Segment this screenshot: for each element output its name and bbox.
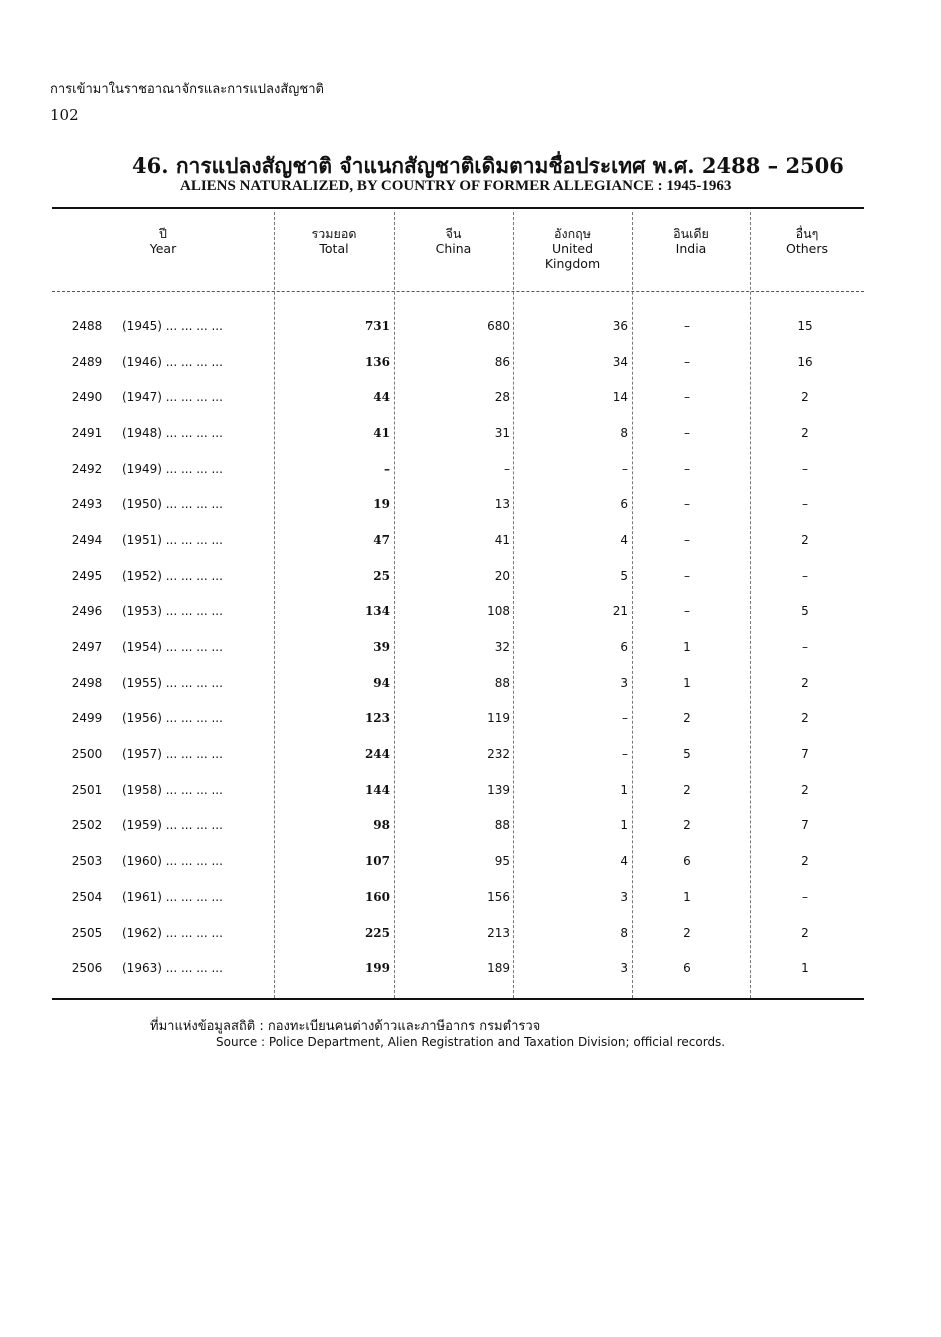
year-be-cell: 2497	[71, 640, 103, 655]
year-be-cell: 2504	[71, 889, 103, 904]
header-china	[394, 226, 513, 256]
page-number: 102	[50, 106, 79, 124]
year-be-cell: 2492	[71, 461, 103, 476]
uk-cell: 3	[620, 889, 628, 904]
china-cell: 88	[494, 675, 510, 690]
header-total	[274, 226, 394, 256]
total-cell: 123	[364, 711, 390, 726]
others-cell: 2	[801, 532, 809, 547]
others-cell: 2	[801, 425, 809, 440]
others-cell: 2	[801, 782, 809, 797]
total-cell: 136	[364, 354, 390, 369]
table-row	[52, 451, 864, 487]
table-row	[52, 629, 864, 665]
year-ad-cell: (1954) ... ... ... ...	[122, 640, 223, 655]
india-cell: 2	[683, 925, 691, 940]
others-cell: 16	[797, 354, 813, 369]
others-cell: –	[802, 889, 808, 904]
header-others-thai: อื่นๆ	[795, 226, 819, 241]
uk-cell: 21	[612, 604, 628, 619]
header-total-english: Total	[319, 241, 349, 256]
year-ad-cell: (1958) ... ... ... ...	[122, 782, 223, 797]
total-cell: 160	[364, 889, 390, 904]
year-be-cell: 2503	[71, 854, 103, 869]
india-cell: –	[684, 568, 690, 583]
year-be-cell: 2488	[71, 318, 103, 333]
total-cell: 19	[373, 497, 390, 512]
total-cell: 144	[364, 782, 390, 797]
total-cell: 94	[373, 675, 390, 690]
total-cell: 47	[373, 532, 390, 547]
others-cell: –	[802, 568, 808, 583]
running-head: การเข้ามาในราชอาณาจักรและการแปลงสัญชาติ	[50, 82, 324, 97]
year-ad-cell: (1959) ... ... ... ...	[122, 818, 223, 833]
india-cell: 6	[683, 961, 691, 976]
year-ad-cell: (1950) ... ... ... ...	[122, 497, 223, 512]
uk-cell: 6	[620, 640, 628, 655]
india-cell: 2	[683, 782, 691, 797]
header-china-english: China	[435, 241, 472, 256]
year-ad-cell: (1960) ... ... ... ...	[122, 854, 223, 869]
total-cell: 25	[373, 568, 390, 583]
china-cell: 156	[487, 889, 510, 904]
china-cell: 189	[487, 961, 510, 976]
year-be-cell: 2495	[71, 568, 103, 583]
china-cell: –	[504, 461, 510, 476]
table-row	[52, 950, 864, 986]
table-row	[52, 915, 864, 951]
header-china-thai: จีน	[445, 226, 462, 241]
table-row	[52, 701, 864, 737]
total-cell: 244	[364, 747, 390, 762]
china-cell: 232	[487, 747, 510, 762]
china-cell: 32	[494, 640, 510, 655]
india-cell: 2	[683, 711, 691, 726]
india-cell: 2	[683, 818, 691, 833]
header-others-english: Others	[785, 241, 828, 256]
source-note-english: Source : Police Department, Alien Registration and Taxation Division; official records.	[216, 1035, 726, 1049]
uk-cell: 3	[620, 675, 628, 690]
uk-cell: 14	[612, 390, 628, 405]
total-cell: 39	[373, 640, 390, 655]
others-cell: 7	[801, 818, 809, 833]
others-cell: 7	[801, 747, 809, 762]
india-cell: –	[684, 461, 690, 476]
india-cell: –	[684, 318, 690, 333]
total-cell: 199	[364, 961, 390, 976]
year-be-cell: 2490	[71, 390, 103, 405]
uk-cell: 8	[620, 425, 628, 440]
total-cell: 731	[364, 318, 390, 333]
china-cell: 680	[487, 318, 510, 333]
year-be-cell: 2494	[71, 532, 103, 547]
table-title-english: ALIENS NATURALIZED, BY COUNTRY OF FORMER ALLEGIANCE : 1945-1963	[180, 178, 732, 194]
uk-cell: –	[622, 747, 628, 762]
year-ad-cell: (1955) ... ... ... ...	[122, 675, 223, 690]
china-cell: 139	[487, 782, 510, 797]
header-uk-english-2: Kingdom	[544, 256, 601, 271]
header-total-thai: รวมยอด	[311, 226, 357, 241]
uk-cell: 4	[620, 532, 628, 547]
header-india	[632, 226, 750, 256]
india-cell: 1	[683, 675, 691, 690]
year-ad-cell: (1949) ... ... ... ...	[122, 461, 223, 476]
year-be-cell: 2493	[71, 497, 103, 512]
header-year-english: Year	[149, 241, 177, 256]
year-ad-cell: (1947) ... ... ... ...	[122, 390, 223, 405]
table-row	[52, 879, 864, 915]
china-cell: 13	[494, 497, 510, 512]
india-cell: 1	[683, 640, 691, 655]
naturalization-table	[52, 308, 864, 986]
uk-cell: 8	[620, 925, 628, 940]
year-ad-cell: (1948) ... ... ... ...	[122, 425, 223, 440]
others-cell: 2	[801, 925, 809, 940]
others-cell: –	[802, 461, 808, 476]
year-ad-cell: (1951) ... ... ... ...	[122, 532, 223, 547]
header-uk-thai: อังกฤษ	[554, 226, 591, 241]
table-title-thai: 46. การแปลงสัญชาติ จำแนกสัญชาติเดิมตามชื่อประเทศ พ.ศ. 2488 – 2506	[132, 153, 844, 178]
year-be-cell: 2502	[71, 818, 103, 833]
year-ad-cell: (1961) ... ... ... ...	[122, 889, 223, 904]
year-be-cell: 2501	[71, 782, 103, 797]
year-ad-cell: (1957) ... ... ... ...	[122, 747, 223, 762]
year-be-cell: 2489	[71, 354, 103, 369]
china-cell: 86	[494, 354, 510, 369]
india-cell: –	[684, 354, 690, 369]
china-cell: 95	[494, 854, 510, 869]
table-row	[52, 808, 864, 844]
india-cell: –	[684, 425, 690, 440]
others-cell: –	[802, 640, 808, 655]
table-bottom-rule	[52, 998, 864, 1000]
table-row	[52, 558, 864, 594]
total-cell: 134	[364, 604, 390, 619]
header-others	[750, 226, 864, 256]
uk-cell: 1	[620, 818, 628, 833]
header-year	[52, 226, 274, 256]
header-separator	[52, 291, 864, 292]
china-cell: 119	[487, 711, 510, 726]
table-top-rule	[52, 207, 864, 209]
others-cell: 5	[801, 604, 809, 619]
uk-cell: 36	[612, 318, 628, 333]
china-cell: 88	[494, 818, 510, 833]
header-year-thai: ปี	[159, 226, 167, 241]
year-be-cell: 2496	[71, 604, 103, 619]
china-cell: 20	[494, 568, 510, 583]
china-cell: 28	[494, 390, 510, 405]
header-uk-english-1: United	[551, 241, 594, 256]
total-cell: 98	[373, 818, 390, 833]
china-cell: 108	[487, 604, 510, 619]
table-row	[52, 415, 864, 451]
india-cell: –	[684, 604, 690, 619]
others-cell: 2	[801, 675, 809, 690]
india-cell: –	[684, 532, 690, 547]
table-row	[52, 772, 864, 808]
total-cell: –	[384, 461, 390, 476]
uk-cell: –	[622, 461, 628, 476]
uk-cell: 34	[612, 354, 628, 369]
total-cell: 44	[373, 390, 390, 405]
total-cell: 107	[364, 854, 390, 869]
india-cell: –	[684, 390, 690, 405]
table-row	[52, 486, 864, 522]
table-row	[52, 308, 864, 344]
china-cell: 213	[487, 925, 510, 940]
others-cell: 2	[801, 854, 809, 869]
year-be-cell: 2500	[71, 747, 103, 762]
china-cell: 41	[494, 532, 510, 547]
india-cell: 5	[683, 747, 691, 762]
year-be-cell: 2506	[71, 961, 103, 976]
uk-cell: 6	[620, 497, 628, 512]
uk-cell: 5	[620, 568, 628, 583]
total-cell: 41	[373, 425, 390, 440]
uk-cell: –	[622, 711, 628, 726]
uk-cell: 4	[620, 854, 628, 869]
year-ad-cell: (1946) ... ... ... ...	[122, 354, 223, 369]
others-cell: 2	[801, 711, 809, 726]
year-ad-cell: (1962) ... ... ... ...	[122, 925, 223, 940]
uk-cell: 3	[620, 961, 628, 976]
others-cell: 15	[797, 318, 813, 333]
header-india-thai: อินเดีย	[673, 226, 709, 241]
others-cell: 1	[801, 961, 809, 976]
table-row	[52, 843, 864, 879]
table-row	[52, 665, 864, 701]
others-cell: 2	[801, 390, 809, 405]
india-cell: 6	[683, 854, 691, 869]
india-cell: –	[684, 497, 690, 512]
table-row	[52, 379, 864, 415]
header-india-english: India	[675, 241, 707, 256]
year-ad-cell: (1945) ... ... ... ...	[122, 318, 223, 333]
year-be-cell: 2498	[71, 675, 103, 690]
year-be-cell: 2505	[71, 925, 103, 940]
others-cell: –	[802, 497, 808, 512]
table-row	[52, 594, 864, 630]
india-cell: 1	[683, 889, 691, 904]
header-uk	[513, 226, 632, 271]
table-row	[52, 736, 864, 772]
year-ad-cell: (1952) ... ... ... ...	[122, 568, 223, 583]
year-ad-cell: (1963) ... ... ... ...	[122, 961, 223, 976]
year-be-cell: 2491	[71, 425, 103, 440]
table-row	[52, 522, 864, 558]
uk-cell: 1	[620, 782, 628, 797]
table-row	[52, 344, 864, 380]
year-ad-cell: (1953) ... ... ... ...	[122, 604, 223, 619]
source-note-thai: ที่มาแห่งข้อมูลสถิติ : กองทะเบียนคนต่างด้าวและภาษีอากร กรมตำรวจ	[150, 1019, 541, 1034]
year-ad-cell: (1956) ... ... ... ...	[122, 711, 223, 726]
total-cell: 225	[364, 925, 390, 940]
year-be-cell: 2499	[71, 711, 103, 726]
china-cell: 31	[494, 425, 510, 440]
